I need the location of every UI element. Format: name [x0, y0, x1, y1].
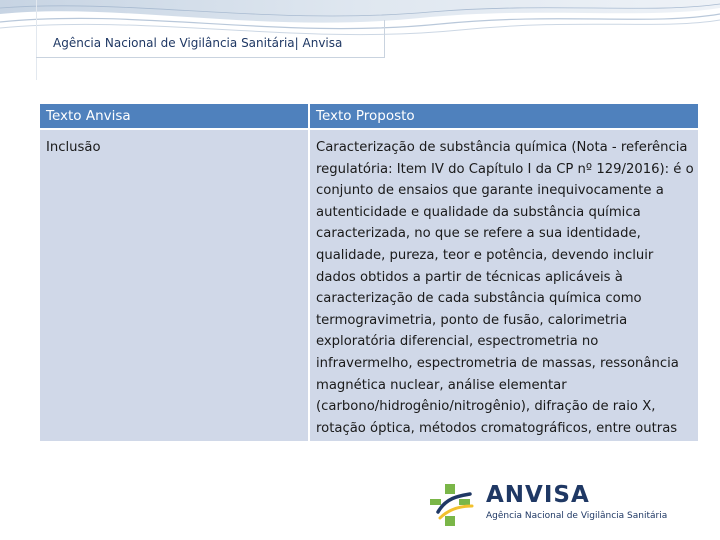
page-header-title: Agência Nacional de Vigilância Sanitária| Anvisa — [53, 36, 343, 50]
cell-texto-anvisa — [39, 129, 309, 442]
anvisa-logo — [428, 480, 698, 530]
table-row — [39, 129, 699, 442]
comparison-table — [38, 102, 700, 443]
header-cell-texto-proposto — [309, 103, 699, 129]
anvisa-logo-subtitle: Agência Nacional de Vigilância Sanitária — [486, 511, 668, 521]
header-rule-vertical — [384, 20, 385, 58]
header-label: Texto Anvisa — [46, 108, 131, 124]
header-band — [0, 0, 720, 80]
header-rule-horizontal — [36, 57, 385, 58]
header-rule-left — [36, 0, 37, 80]
cell-text: Inclusão — [46, 140, 101, 155]
header-label: Texto Proposto — [316, 108, 415, 124]
anvisa-wordmark: ANVISA — [486, 482, 590, 508]
cell-texto-proposto — [309, 129, 699, 442]
anvisa-cross-icon — [428, 480, 484, 530]
cell-text: Caracterização de substância química (Nota - referência regulatória: Item IV do Capítulo I da CP nº 129/2016): é o conjunto de ensaios que garante inequivocamente a autenticidade e qualidade da substância química caracterizada, no que se refere a sua identidade, qualidade, pureza, teor e potência, devendo incluir dados obtidos a partir de técnicas aplicáveis à caracterização de cada substância química como termogravimetria, ponto de fusão, calorimetria exploratória diferencial, espectrometria no infravermelho, espectrometria de massas, ressonância magnética nuclear, análise elementar (carbono/hidrogênio/nitrogênio), difração de raio X, rotação óptica, métodos cromatográficos, entre outras — [316, 140, 694, 436]
table-header-row — [39, 103, 699, 129]
header-cell-texto-anvisa — [39, 103, 309, 129]
